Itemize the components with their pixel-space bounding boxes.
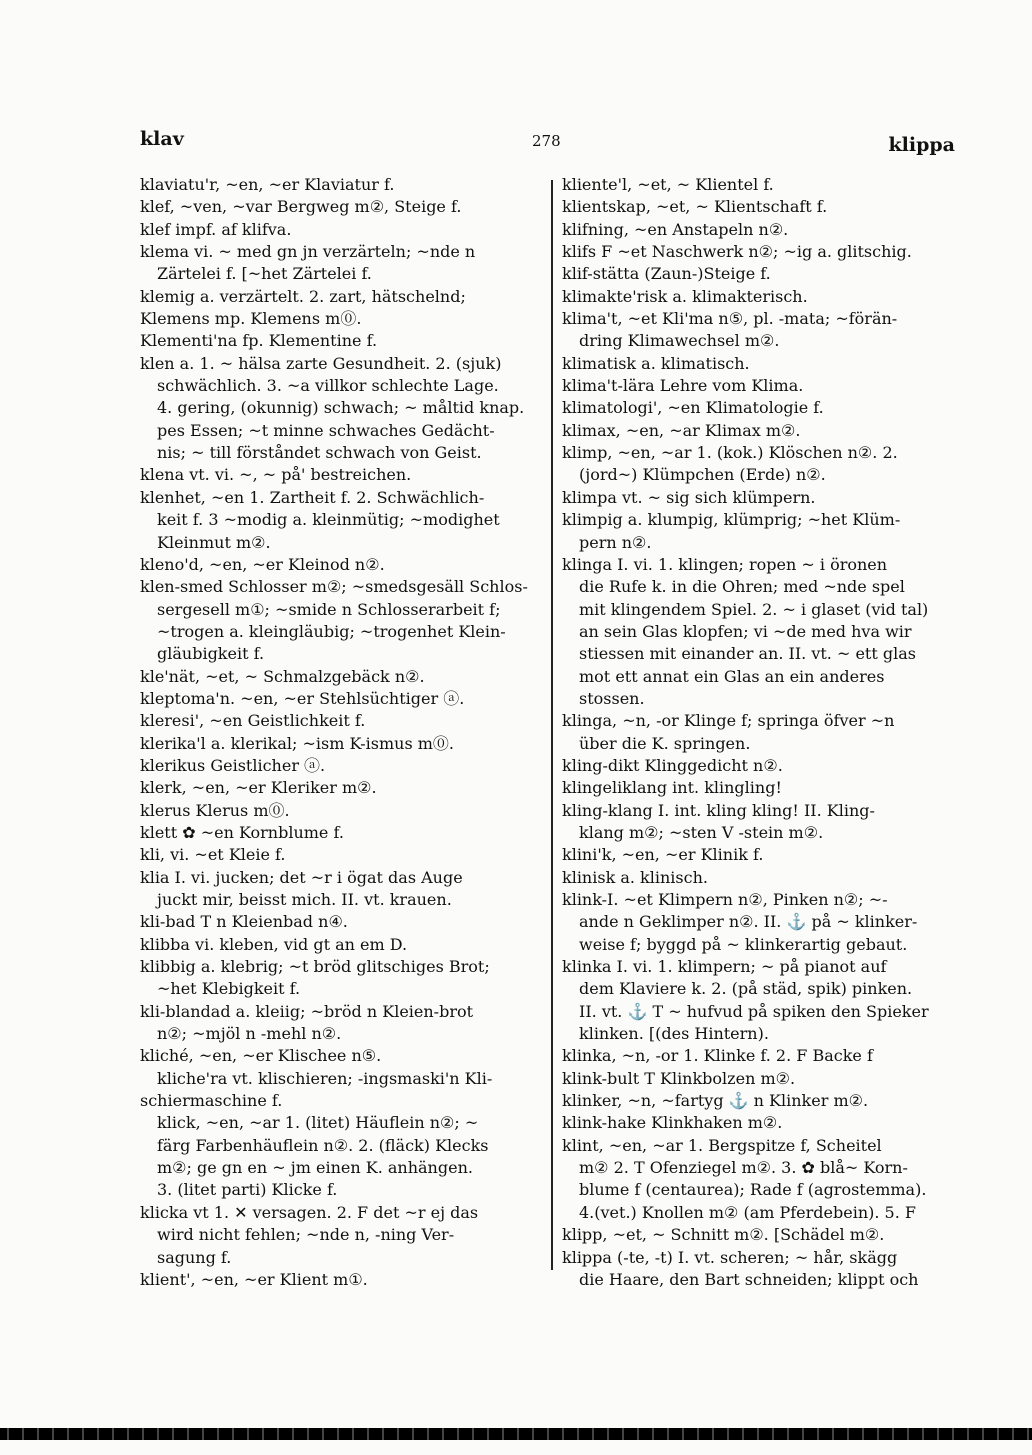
entry-line: kliente'l, ~et, ~ Klientel f. [562, 175, 774, 194]
entry-continuation: schwächlich. 3. ~a villkor schlechte Lage. [157, 376, 499, 396]
entry-line: Klementi'na fp. Klementine f. [140, 331, 378, 351]
entry-continuation: klinken. [(des Hintern). [579, 1024, 769, 1044]
entry-line: klaviatu'r, ~en, ~er Klaviatur f. [140, 175, 395, 194]
entry-continuation: 4.(vet.) Knollen m② (am Pferdebein). 5. F [579, 1202, 916, 1222]
entry-continuation: ande n Geklimper n②. II. ⚓ på ~ klinker- [579, 912, 918, 932]
entry-line: klenhet, ~en 1. Zartheit f. 2. Schwächlich- [140, 487, 485, 507]
entry-line: klimakte'risk a. klimakterisch. [562, 286, 808, 306]
entry-continuation: klick, ~en, ~ar 1. (litet) Häuflein n②; ~ [157, 1113, 479, 1133]
entry-continuation: juckt mir, beisst mich. II. vt. krauen. [157, 890, 452, 909]
entry-continuation: keit f. 3 ~modig a. kleinmütig; ~modighet [157, 510, 500, 530]
bottom-scan-edge [0, 1428, 1032, 1440]
entry-continuation: gläubigkeit f. [157, 644, 265, 664]
entry-continuation: weise f; byggd på ~ klinkerartig gebaut. [579, 934, 908, 954]
entry-line: klerus Klerus m⓪. [140, 800, 290, 820]
entry-continuation: blume f (centaurea); Rade f (agrostemma). [579, 1180, 927, 1200]
entry-continuation: Zärtelei f. [~het Zärtelei f. [157, 264, 372, 284]
entry-line: klerika'l a. klerikal; ~ism K-ismus m⓪. [140, 733, 455, 753]
right-column [562, 174, 965, 1291]
entry-line: kling-klang I. int. kling kling! II. Kling- [562, 800, 875, 820]
left-column [140, 174, 543, 1291]
entry-continuation: II. vt. ⚓ T ~ hufvud på spiken den Spieker [579, 1001, 929, 1021]
entry-continuation: wird nicht fehlen; ~nde n, -ning Ver- [157, 1225, 455, 1245]
entry-line: klerikus Geistlicher ⓐ. [140, 755, 326, 775]
entry-line: klimpa vt. ~ sig sich klümpern. [562, 487, 816, 507]
entry-line: klema vi. ~ med gn jn verzärteln; ~nde n [140, 242, 476, 262]
entry-line: kli, vi. ~et Kleie f. [140, 845, 286, 865]
entry-continuation: n②; ~mjöl n -mehl n②. [157, 1024, 342, 1044]
entry-line: klimatologi', ~en Klimatologie f. [562, 398, 824, 418]
entry-continuation: mit klingendem Spiel. 2. ~ i glaset (vid tal) [579, 599, 929, 619]
entry-continuation: die Rufe k. in die Ohren; med ~nde spel [579, 577, 905, 597]
entry-continuation: pern n②. [579, 532, 652, 552]
entry-line: Klemens mp. Klemens m⓪. [140, 309, 362, 329]
entry-line: klinker, ~n, ~fartyg ⚓ n Klinker m②. [562, 1091, 869, 1111]
entry-line: schiermaschine f. [140, 1091, 283, 1111]
entry-line: klen a. 1. ~ hälsa zarte Gesundheit. 2. (sjuk) [140, 353, 502, 373]
entry-line: klima't-lära Lehre vom Klima. [562, 376, 804, 396]
entry-continuation: 3. (litet parti) Klicke f. [157, 1180, 338, 1200]
entry-line: klimp, ~en, ~ar 1. (kok.) Klöschen n②. 2. [562, 443, 898, 463]
entry-line: klingeliklang int. klingling! [562, 778, 782, 798]
entry-line: klient', ~en, ~er Klient m①. [140, 1269, 368, 1289]
entry-line: klifning, ~en Anstapeln n②. [562, 219, 789, 239]
entry-line: kleptoma'n. ~en, ~er Stehlsüchtiger ⓐ. [140, 688, 465, 708]
entry-line: klinga I. vi. 1. klingen; ropen ~ i öronen [562, 554, 888, 574]
entry-continuation: stossen. [579, 688, 645, 708]
entry-continuation: ~het Klebigkeit f. [157, 979, 301, 999]
entry-line: klen-smed Schlosser m②; ~smedsgesäll Schlos- [140, 577, 528, 597]
entry-line: klerk, ~en, ~er Kleriker m②. [140, 778, 377, 798]
entry-line: klimatisk a. klimatisch. [562, 353, 750, 373]
entry-line: klink-bult T Klinkbolzen m②. [562, 1068, 796, 1088]
header-left-guideword: klav [140, 128, 184, 150]
entry-line: klibba vi. kleben, vid gt an em D. [140, 934, 408, 954]
entry-line: klipp, ~et, ~ Schnitt m②. [Schädel m②. [562, 1225, 885, 1245]
entry-line: klinka I. vi. 1. klimpern; ~ på pianot auf [562, 957, 887, 977]
entry-continuation: stiessen mit einander an. II. vt. ~ ett glas [579, 644, 916, 664]
entry-line: kling-dikt Klinggedicht n②. [562, 755, 783, 775]
entry-continuation: dring Klimawechsel m②. [579, 331, 780, 351]
entry-line: klibbig a. klebrig; ~t bröd glitschiges Brot; [140, 957, 490, 977]
entry-continuation: die Haare, den Bart schneiden; klippt och [579, 1269, 919, 1289]
entry-continuation: 4. gering, (okunnig) schwach; ~ måltid knap. [157, 398, 525, 418]
entry-line: klippa (-te, -t) I. vt. scheren; ~ hår, skägg [562, 1247, 898, 1267]
entry-continuation: Kleinmut m②. [157, 532, 271, 552]
entry-continuation: m② 2. T Ofenziegel m②. 3. ✿ blå~ Korn- [579, 1158, 908, 1178]
header-right-guideword: klippa [888, 134, 955, 156]
entry-line: kleno'd, ~en, ~er Kleinod n②. [140, 554, 385, 574]
entry-line: klima't, ~et Kli'ma n⑤, pl. -mata; ~förän- [562, 309, 898, 329]
entry-line: klink-hake Klinkhaken m②. [562, 1113, 783, 1133]
entry-continuation: (jord~) Klümpchen (Erde) n②. [579, 465, 826, 485]
entry-line: kli-blandad a. kleiig; ~bröd n Kleien-brot [140, 1001, 474, 1021]
entry-line: kli-bad T n Kleienbad n④. [140, 912, 348, 932]
entry-line: kle'nät, ~et, ~ Schmalzgebäck n②. [140, 666, 425, 686]
entry-continuation: an sein Glas klopfen; vi ~de med hva wir [579, 621, 912, 641]
entry-continuation: mot ett annat ein Glas an ein anderes [579, 666, 885, 686]
entry-line: klinga, ~n, -or Klinge f; springa öfver ~n [562, 711, 895, 731]
entry-continuation: nis; ~ till förståndet schwach von Geist. [157, 443, 482, 463]
entry-line: kleresi', ~en Geistlichkeit f. [140, 711, 366, 731]
entry-line: klinka, ~n, -or 1. Klinke f. 2. F Backe f [562, 1046, 873, 1066]
entry-continuation: kliche'ra vt. klischieren; -ingsmaski'n Kli- [157, 1068, 493, 1088]
entry-continuation: sergesell m①; ~smide n Schlosserarbeit f; [157, 599, 501, 619]
entry-line: klicka vt 1. ✕ versagen. 2. F det ~r ej das [140, 1202, 479, 1222]
entry-continuation: klang m②; ~sten V -stein m②. [579, 822, 824, 842]
entry-line: klia I. vi. jucken; det ~r i ögat das Auge [140, 867, 463, 887]
entry-continuation: pes Essen; ~t minne schwaches Gedächt- [157, 420, 495, 440]
entry-line: klef impf. af klifva. [140, 219, 292, 239]
entry-continuation: dem Klaviere k. 2. (på städ, spik) pinken. [579, 979, 913, 999]
entry-continuation: m②; ge gn en ~ jm einen K. anhängen. [157, 1158, 473, 1178]
entry-line: klemig a. verzärtelt. 2. zart, hätschelnd; [140, 286, 466, 306]
entry-line: klett ✿ ~en Kornblume f. [140, 822, 344, 842]
entry-line: klint, ~en, ~ar 1. Bergspitze f, Scheitel [562, 1135, 882, 1155]
entry-line: klimax, ~en, ~ar Klimax m②. [562, 420, 801, 440]
entry-line: klinisk a. klinisch. [562, 867, 708, 887]
entry-line: klifs F ~et Naschwerk n②; ~ig a. glitschig. [562, 242, 912, 262]
entry-line: klena vt. vi. ~, ~ på' bestreichen. [140, 465, 412, 485]
entry-line: klif-stätta (Zaun-)Steige f. [562, 264, 771, 284]
column-divider [551, 180, 553, 1270]
entry-line: klink-I. ~et Klimpern n②, Pinken n②; ~- [562, 890, 888, 909]
entry-continuation: färg Farbenhäuflein n②. 2. (fläck) Klecks [157, 1135, 489, 1155]
page-number: 278 [532, 132, 561, 150]
entry-line: kliché, ~en, ~er Klischee n⑤. [140, 1046, 382, 1066]
entry-line: klientskap, ~et, ~ Klientschaft f. [562, 197, 828, 217]
entry-line: klef, ~ven, ~var Bergweg m②, Steige f. [140, 197, 462, 217]
entry-continuation: ~trogen a. kleingläubig; ~trogenhet Klein- [157, 621, 506, 641]
page-header [140, 128, 955, 158]
entry-continuation: sagung f. [157, 1247, 232, 1267]
entry-continuation: über die K. springen. [579, 733, 751, 753]
entry-line: klini'k, ~en, ~er Klinik f. [562, 845, 764, 865]
entry-line: klimpig a. klumpig, klümprig; ~het Klüm- [562, 510, 901, 530]
